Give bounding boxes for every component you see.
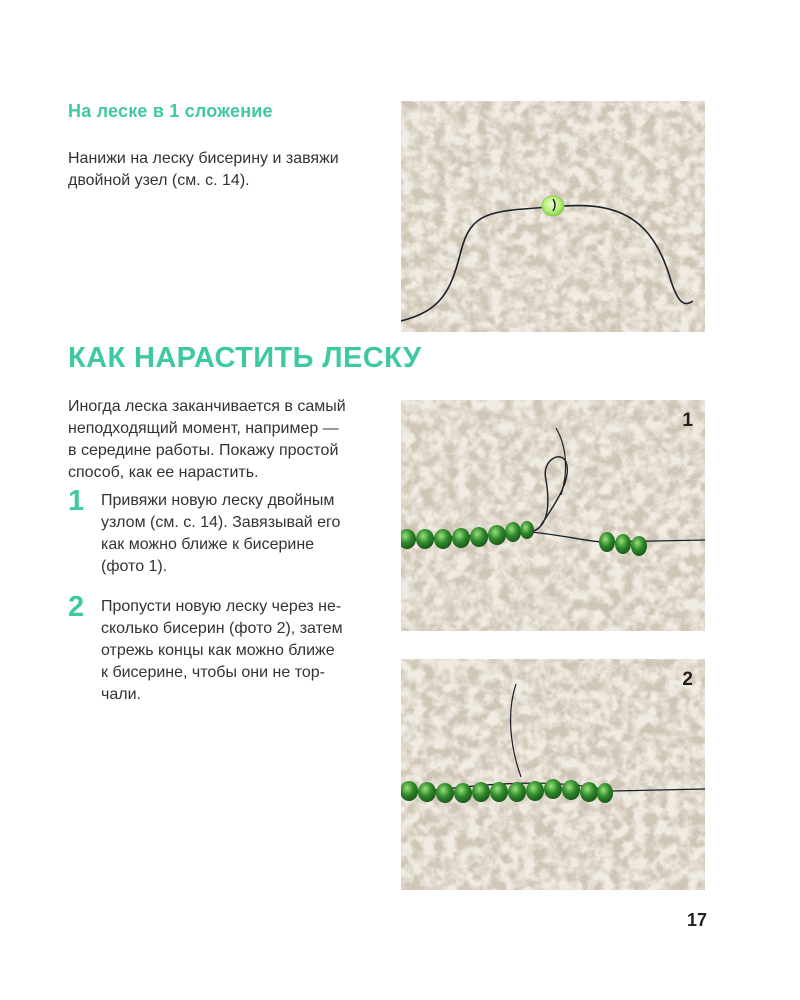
step-text (101, 490, 376, 578)
step-text (101, 596, 376, 706)
step-line: чали. (101, 686, 141, 703)
page-number: 17 (687, 910, 708, 930)
section-intro-line: Иногда леска заканчивается в самый (68, 398, 346, 415)
intro-paragraph (68, 148, 378, 192)
photo-label: 1 (682, 410, 693, 431)
step-line: отрежь концы как можно ближе (101, 642, 335, 659)
photo-1-tying-new-thread (401, 400, 705, 631)
intro-line: Нанижи на леску бисерину и завяжи (68, 150, 339, 167)
intro-line: двойной узел (см. с. 14). (68, 172, 250, 189)
photo-single-bead (401, 101, 705, 332)
subheading: На леске в 1 сложение (68, 101, 273, 121)
step-line: Привяжи новую леску двойным (101, 492, 335, 509)
section-intro-line: неподходящий момент, например — (68, 420, 339, 437)
section-intro-line: в середине работы. Покажу простой (68, 442, 339, 459)
section-intro-line: способ, как ее нарастить. (68, 464, 259, 481)
step-number: 1 (68, 485, 85, 517)
step-line: узлом (см. с. 14). Завязывай его (101, 514, 341, 531)
step-line: к бисерине, чтобы они не тор- (101, 664, 325, 681)
step-line: (фото 1). (101, 558, 168, 575)
step-number: 2 (68, 591, 85, 623)
step-line: сколько бисерин (фото 2), затем (101, 620, 343, 637)
photo-2-passing-thread (401, 659, 705, 890)
photo-label: 2 (682, 669, 693, 690)
step-line: как можно ближе к бисерине (101, 536, 315, 553)
section-intro-paragraph (68, 396, 378, 484)
step-line: Пропусти новую леску через не- (101, 598, 342, 615)
section-title: КАК НАРАСТИТЬ ЛЕСКУ (68, 342, 422, 374)
